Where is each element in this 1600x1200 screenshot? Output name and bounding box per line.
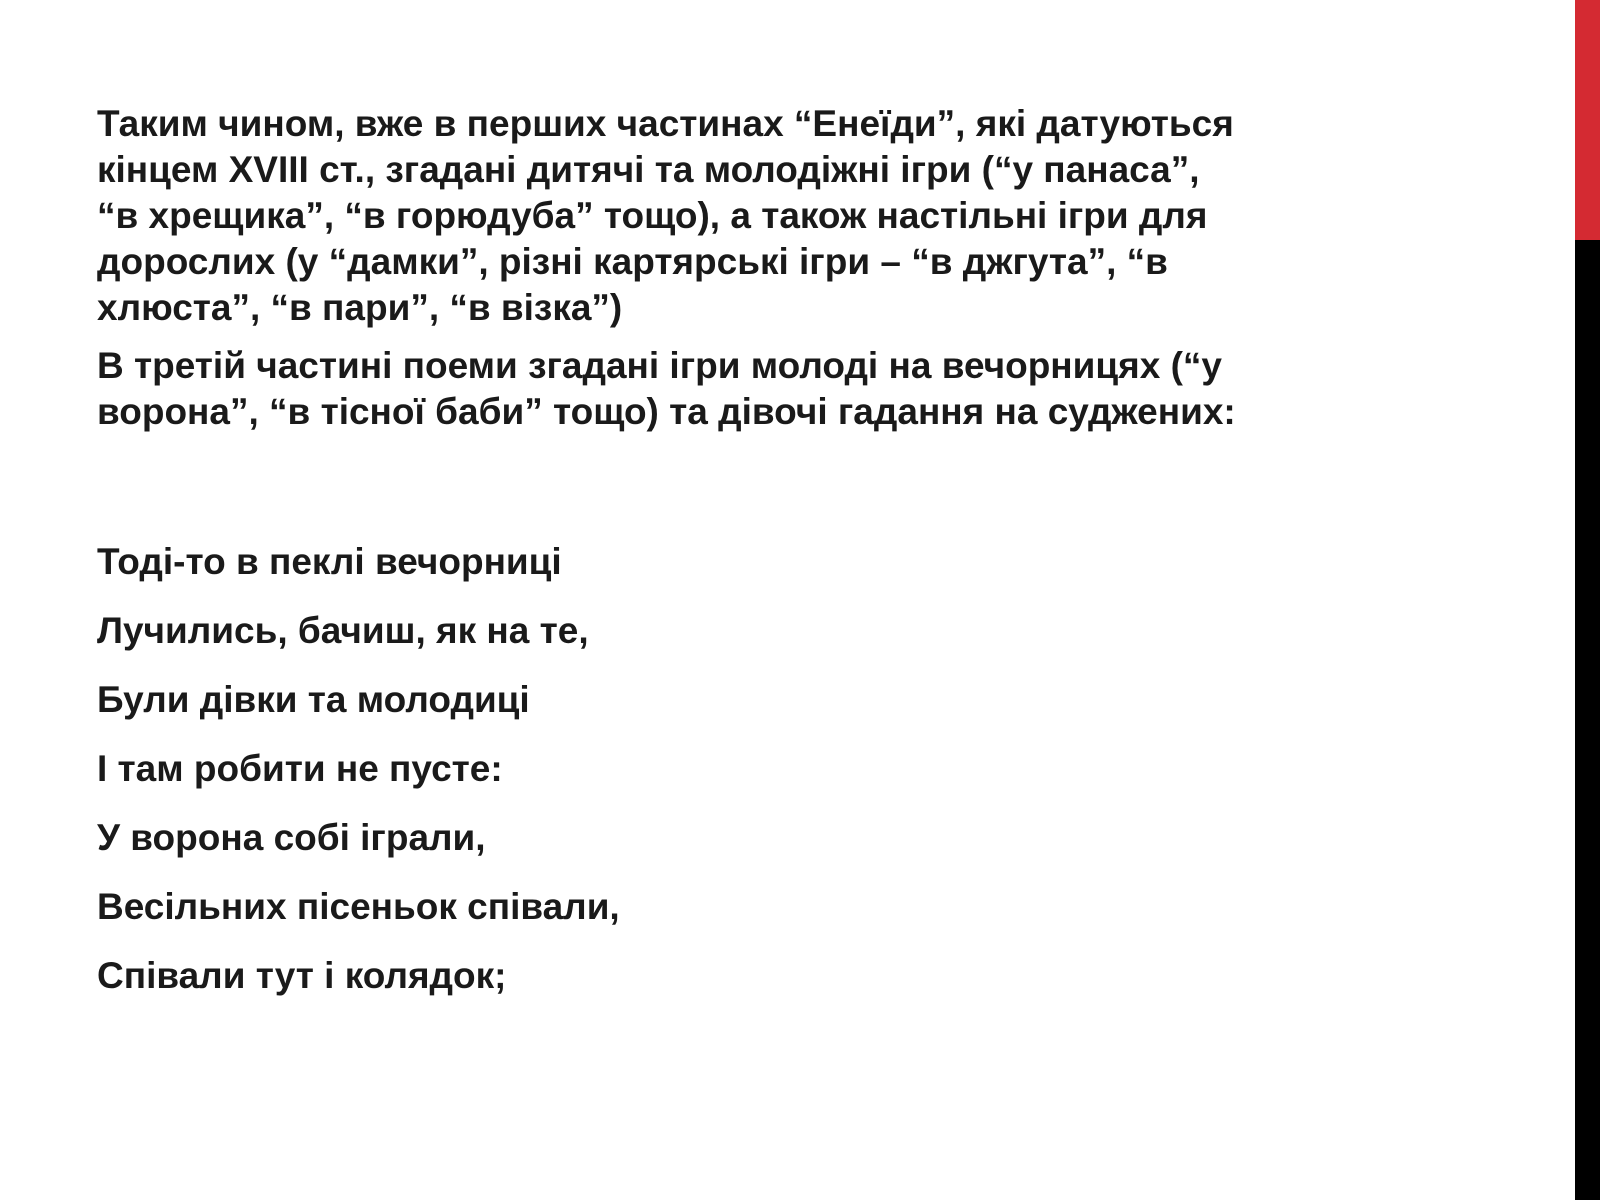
verse-line: У ворона собі іграли, [97,817,486,858]
paragraph-third-part: В третій частині поеми згадані ігри молоді на вечорницях (“у ворона”, “в тісної баби” тощо) та дівочі гадання на суджених: [97,345,1236,432]
verse-quote [97,539,620,1022]
side-accent-band [1575,0,1600,1200]
verse-line: Весільних пісеньок співали, [97,886,620,927]
body-text [97,101,1497,447]
accent-band-black [1575,240,1600,1200]
verse-line: Лучились, бачиш, як на те, [97,610,589,651]
paragraph-intro: Таким чином, вже в перших частинах “Енеїди”, які датуються кінцем XVIII ст., згадані дитячі та молодіжні ігри (“у панаса”, “в хрещика”, “в горюдуба” тощо), а також настільні ігри для дорослих (у “дамки”, різні картярські ігри – “в джгута”, “в хлюста”, “в пари”, “в візка”) [97,103,1234,328]
verse-line: Були дівки та молодиці [97,679,530,720]
verse-line: Співали тут і колядок; [97,955,507,996]
verse-line: Тоді-то в пеклі вечорниці [97,541,562,582]
verse-line: І там робити не пусте: [97,748,503,789]
accent-band-red [1575,0,1600,240]
